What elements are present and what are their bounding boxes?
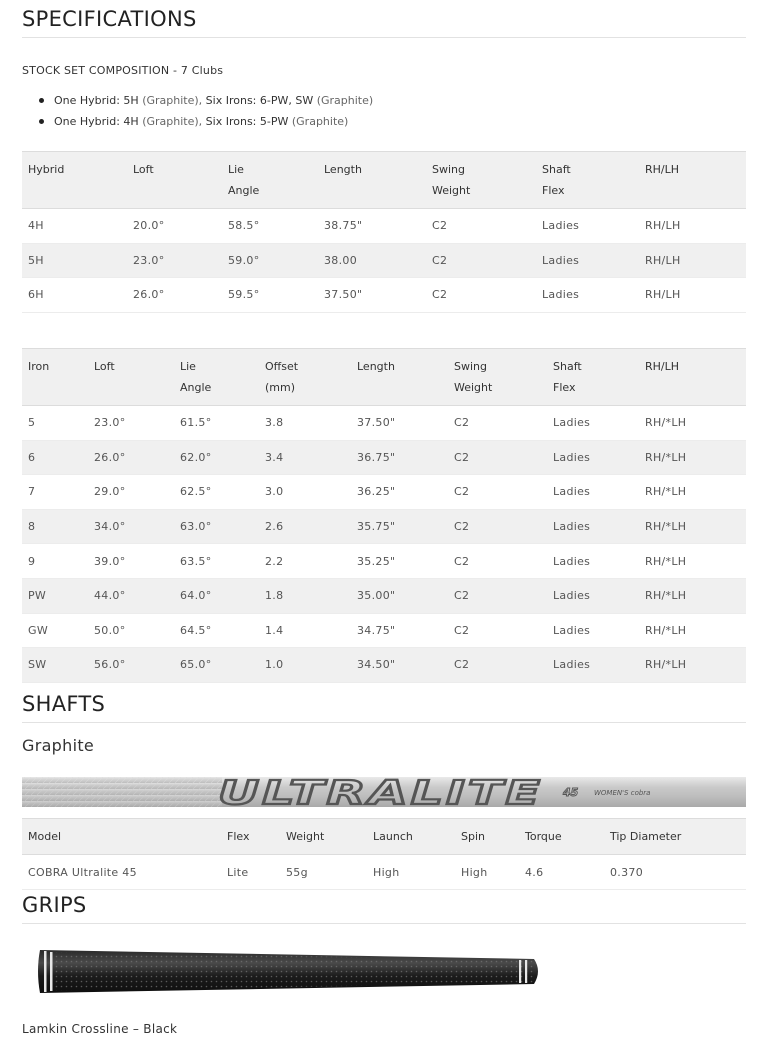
cell-lie-angle: 62.5° <box>174 475 259 510</box>
cell-offset: 3.0 <box>259 475 351 510</box>
header-swing-weight: Swing Weight <box>426 152 536 209</box>
cell-lie-angle: 64.5° <box>174 613 259 648</box>
header-lie-angle: Lie Angle <box>174 349 259 406</box>
header-torque: Torque <box>519 819 604 855</box>
header-tip-diameter: Tip Diameter <box>604 819 746 855</box>
header-rh-lh: RH/LH <box>639 152 746 209</box>
cell-rh-lh: RH/*LH <box>639 648 746 683</box>
table-row <box>22 475 746 510</box>
bullet-icon <box>39 98 44 103</box>
cell-model: COBRA Ultralite 45 <box>22 855 221 890</box>
cell-iron: 6 <box>22 440 88 475</box>
cell-hybrid: 4H <box>22 209 127 244</box>
cell-shaft-flex: Ladies <box>547 406 639 441</box>
cell-rh-lh: RH/*LH <box>639 475 746 510</box>
cell-torque: 4.6 <box>519 855 604 890</box>
bullet-hybrid-shaft: (Graphite), <box>142 115 203 128</box>
cell-weight: 55g <box>280 855 367 890</box>
cell-length: 38.75" <box>318 209 426 244</box>
header-lie-angle: Lie Angle <box>222 152 318 209</box>
cell-shaft-flex: Ladies <box>547 578 639 613</box>
cell-swing-weight: C2 <box>448 509 547 544</box>
cell-loft: 20.0° <box>127 209 222 244</box>
shaft-image <box>22 777 746 807</box>
table-row <box>22 509 746 544</box>
bullet-hybrid-shaft: (Graphite), <box>142 94 203 107</box>
table-row <box>22 243 746 278</box>
header-offset: Offset (mm) <box>259 349 351 406</box>
cell-rh-lh: RH/*LH <box>639 406 746 441</box>
table-row <box>22 406 746 441</box>
cell-shaft-flex: Ladies <box>547 613 639 648</box>
cell-loft: 44.0° <box>88 578 174 613</box>
cell-offset: 3.4 <box>259 440 351 475</box>
cell-spin: High <box>455 855 519 890</box>
bullet-hybrid-label: One Hybrid: 4H <box>54 115 139 128</box>
cell-offset: 1.8 <box>259 578 351 613</box>
table-header-row <box>22 152 746 209</box>
table-row <box>22 613 746 648</box>
cell-swing-weight: C2 <box>448 648 547 683</box>
cell-hybrid: 5H <box>22 243 127 278</box>
cell-rh-lh: RH/*LH <box>639 578 746 613</box>
cell-offset: 2.2 <box>259 544 351 579</box>
cell-shaft-flex: Ladies <box>547 544 639 579</box>
cell-shaft-flex: Ladies <box>536 209 639 244</box>
header-flex: Flex <box>221 819 280 855</box>
cell-lie-angle: 63.5° <box>174 544 259 579</box>
specifications-heading: SPECIFICATIONS <box>22 7 746 38</box>
cell-rh-lh: RH/*LH <box>639 440 746 475</box>
cell-length: 36.25" <box>351 475 448 510</box>
cell-lie-angle: 63.0° <box>174 509 259 544</box>
header-length: Length <box>351 349 448 406</box>
cell-length: 35.25" <box>351 544 448 579</box>
bullet-hybrid-label: One Hybrid: 5H <box>54 94 139 107</box>
cell-iron: SW <box>22 648 88 683</box>
ultralite-shaft-graphic <box>22 777 746 807</box>
cell-shaft-flex: Ladies <box>547 509 639 544</box>
cell-shaft-flex: Ladies <box>536 278 639 313</box>
list-item <box>38 92 373 113</box>
hybrid-spec-table <box>22 151 746 313</box>
table-row <box>22 278 746 313</box>
cell-iron: 7 <box>22 475 88 510</box>
cell-length: 36.75" <box>351 440 448 475</box>
cell-length: 35.75" <box>351 509 448 544</box>
cell-shaft-flex: Ladies <box>547 475 639 510</box>
cell-lie-angle: 61.5° <box>174 406 259 441</box>
cell-hybrid: 6H <box>22 278 127 313</box>
graphite-label: Graphite <box>22 736 95 755</box>
grip-name: Lamkin Crossline – Black <box>22 1022 178 1036</box>
cell-length: 37.50" <box>318 278 426 313</box>
cell-loft: 39.0° <box>88 544 174 579</box>
cell-iron: 9 <box>22 544 88 579</box>
cell-swing-weight: C2 <box>426 243 536 278</box>
cell-tip-diameter: 0.370 <box>604 855 746 890</box>
cell-swing-weight: C2 <box>448 613 547 648</box>
shaft-logo-text: ULTRALITE <box>218 777 543 807</box>
cell-rh-lh: RH/*LH <box>639 509 746 544</box>
cell-offset: 3.8 <box>259 406 351 441</box>
header-weight: Weight <box>280 819 367 855</box>
cell-loft: 23.0° <box>88 406 174 441</box>
shaft-model-text: 45 <box>563 786 579 799</box>
cell-rh-lh: RH/*LH <box>639 613 746 648</box>
cell-offset: 2.6 <box>259 509 351 544</box>
cell-iron: GW <box>22 613 88 648</box>
cell-length: 37.50" <box>351 406 448 441</box>
cell-length: 38.00 <box>318 243 426 278</box>
header-spin: Spin <box>455 819 519 855</box>
bullet-irons-shaft: (Graphite) <box>291 115 349 128</box>
table-header-row <box>22 819 746 855</box>
cell-iron: PW <box>22 578 88 613</box>
cell-loft: 26.0° <box>88 440 174 475</box>
cell-lie-angle: 64.0° <box>174 578 259 613</box>
cell-loft: 50.0° <box>88 613 174 648</box>
header-shaft-flex: Shaft Flex <box>536 152 639 209</box>
cell-loft: 23.0° <box>127 243 222 278</box>
cell-lie-angle: 59.0° <box>222 243 318 278</box>
cell-lie-angle: 65.0° <box>174 648 259 683</box>
cell-shaft-flex: Ladies <box>547 440 639 475</box>
cell-rh-lh: RH/*LH <box>639 544 746 579</box>
cell-swing-weight: C2 <box>448 475 547 510</box>
crossline-grip-graphic <box>34 944 544 999</box>
cell-launch: High <box>367 855 455 890</box>
header-loft: Loft <box>88 349 174 406</box>
header-loft: Loft <box>127 152 222 209</box>
bullet-irons-label: Six Irons: 5-PW <box>205 115 289 128</box>
stock-set-list <box>38 92 373 134</box>
cell-offset: 1.0 <box>259 648 351 683</box>
header-shaft-flex: Shaft Flex <box>547 349 639 406</box>
cell-flex: Lite <box>221 855 280 890</box>
cell-loft: 26.0° <box>127 278 222 313</box>
header-swing-weight: Swing Weight <box>448 349 547 406</box>
cell-rh-lh: RH/LH <box>639 243 746 278</box>
table-header-row <box>22 349 746 406</box>
cell-iron: 8 <box>22 509 88 544</box>
table-row <box>22 648 746 683</box>
shafts-heading: SHAFTS <box>22 692 746 723</box>
cell-length: 35.00" <box>351 578 448 613</box>
cell-swing-weight: C2 <box>426 278 536 313</box>
cell-swing-weight: C2 <box>448 544 547 579</box>
cell-shaft-flex: Ladies <box>547 648 639 683</box>
header-iron: Iron <box>22 349 88 406</box>
cell-shaft-flex: Ladies <box>536 243 639 278</box>
table-row <box>22 440 746 475</box>
bullet-icon <box>39 119 44 124</box>
header-hybrid: Hybrid <box>22 152 127 209</box>
cell-lie-angle: 58.5° <box>222 209 318 244</box>
cell-swing-weight: C2 <box>448 440 547 475</box>
cell-loft: 34.0° <box>88 509 174 544</box>
table-row <box>22 578 746 613</box>
table-row <box>22 544 746 579</box>
cell-loft: 56.0° <box>88 648 174 683</box>
bullet-irons-shaft: (Graphite) <box>316 94 374 107</box>
cell-swing-weight: C2 <box>448 578 547 613</box>
header-rh-lh: RH/LH <box>639 349 746 406</box>
cell-lie-angle: 59.5° <box>222 278 318 313</box>
cell-iron: 5 <box>22 406 88 441</box>
cell-offset: 1.4 <box>259 613 351 648</box>
cell-length: 34.75" <box>351 613 448 648</box>
cell-rh-lh: RH/LH <box>639 278 746 313</box>
cell-swing-weight: C2 <box>426 209 536 244</box>
table-row <box>22 209 746 244</box>
cell-loft: 29.0° <box>88 475 174 510</box>
table-row <box>22 855 746 890</box>
header-length: Length <box>318 152 426 209</box>
list-item <box>38 113 373 134</box>
shaft-sub-text: WOMEN'S cobra <box>594 789 651 797</box>
header-model: Model <box>22 819 221 855</box>
bullet-irons-label: Six Irons: 6-PW, SW <box>205 94 314 107</box>
iron-spec-table <box>22 348 746 683</box>
shaft-spec-table <box>22 818 746 890</box>
cell-swing-weight: C2 <box>448 406 547 441</box>
cell-lie-angle: 62.0° <box>174 440 259 475</box>
cell-rh-lh: RH/LH <box>639 209 746 244</box>
header-launch: Launch <box>367 819 455 855</box>
grip-image <box>34 944 544 999</box>
cell-length: 34.50" <box>351 648 448 683</box>
stock-set-composition-title: STOCK SET COMPOSITION - 7 Clubs <box>22 64 224 77</box>
grips-heading: GRIPS <box>22 893 746 924</box>
